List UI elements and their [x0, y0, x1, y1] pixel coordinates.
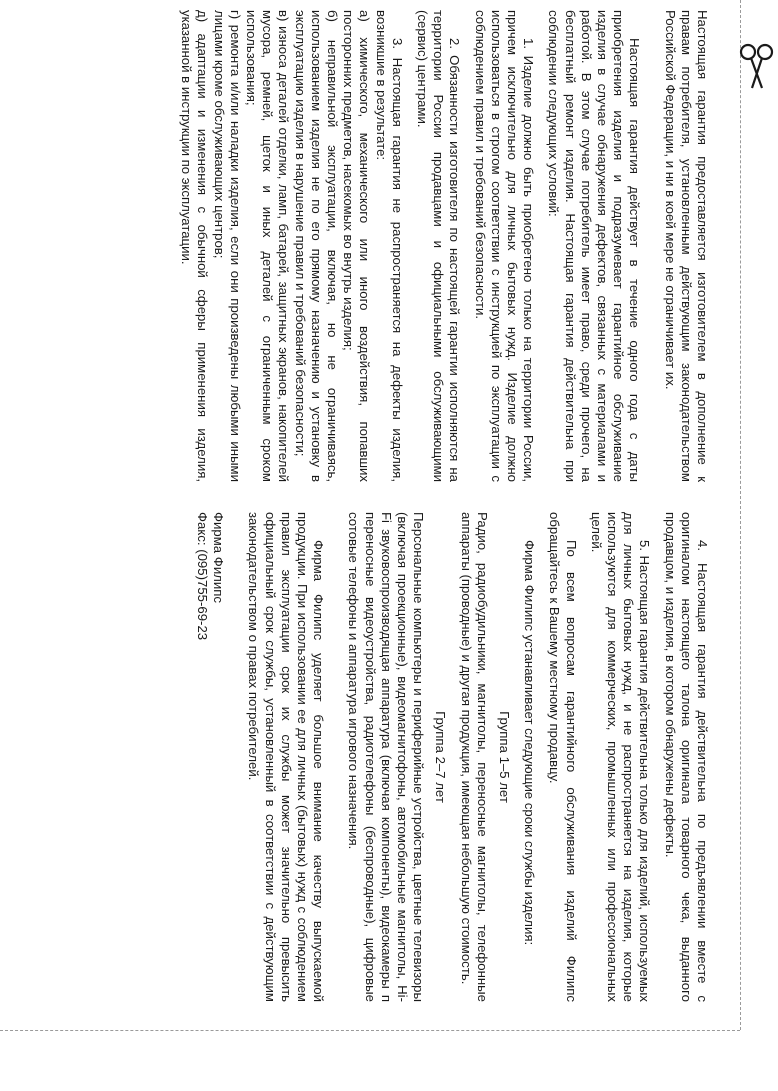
group-2-title: Группа 2–7 лет	[433, 711, 449, 803]
intro-paragraph: Настоящая гарантия предоставляется изготовителем в дополнение к правам потребителя, установленным действующим законодательством Российской Федерации, и ни в коей мере не ограничивает их.	[662, 10, 710, 482]
quality-paragraph: Фирма Филипс уделяет большое внимание качеству выпускаемой продукции. При использовании ее для личных (бытовых) нужд с соблюдением правил эксплуатации срок их службы может значительно превысить официальный срок службы, установленный в соответствии с действующим законодательством о правах потребителей.	[246, 512, 327, 1002]
right-column	[30, 512, 710, 1002]
warranty-page	[30, 10, 710, 1020]
condition-2: 2. Обязанности изготовителя по настоящей гарантии исполняются на территории России продавцами и официальными обслуживающими (сервис) центрами.	[414, 10, 463, 482]
warranty-term-paragraph: Настоящая гарантия действует в течение одного года с даты приобретения изделия и подразумевает гарантийное обслуживание изделия в случае обнаружения дефектов, связанных с материалами и работой. В этом случае потребитель имеет право, среди прочего, на бесплатный ремонт изделия. Настоящая гарантия действительна при соблюдении следующих условий:	[546, 10, 643, 482]
exclusion-item: а) химического, механического или иного воздействия, попавших посторонних предметов, насекомых во внутрь изделия;	[341, 10, 373, 482]
group-1-text: Радио, радиобудильники, магнитолы, переносные магнитолы, телефонные аппараты (проводные) и другая продукция, имеющая небольшую стоимость.	[458, 512, 490, 1002]
service-life-intro: Фирма Филипс устанавливает следующие сроки службы изделия:	[522, 540, 538, 946]
company-name: Фирма Филипс	[211, 512, 227, 603]
exclusion-item: в) износа деталей отделки, ламп, батарей, защитных экранов, накопителей мусора, ремней, щеток и иных деталей с ограниченным сроком использования;	[243, 10, 292, 482]
exclusion-item: г) ремонта и/или наладки изделия, если они произведены любыми иными лицами кроме обслуживающих центров;	[211, 10, 243, 482]
exclusion-item: б) неправильной эксплуатации, включая, но не ограничиваясь, использованием изделия не по его прямому назначению и установку в эксплуатацию изделия в нарушение правил и требований безопасности;	[292, 10, 340, 482]
condition-4: 4. Настоящая гарантия действительна по предъявлении вместе с оригиналом настоящего талона оригинала товарного чека, выданного продавцом, и изделия, в котором обнаружены дефекты.	[662, 512, 710, 1002]
group-2-text: Персональные компьютеры и периферийные устройства, цветные телевизоры (включая проекционные), видеомагнитофоны, автомобильные магнитолы, Hi-Fi звуковоспроизводящая аппаратура (включая компоненты), видеокамеры п переносные видеоустройства, радиотелефоны (беспроводные), цифровые сотовые телефоны и аппаратура игрового назначения.	[346, 512, 427, 1002]
fax-number: Факс: (095)755-69-23	[194, 512, 210, 641]
condition-1: 1. Изделие должно быть приобретено только на территории России, причем исключительно для личных бытовых нужд. Изделие должно использоваться в строгом соответствии с инструкцией по эксплуатации с соблюдением правил и требований безопасности.	[472, 10, 537, 482]
condition-3-title: 3. Настоящая гарантия не распространяется на дефекты изделия, возникшие в результате:	[373, 10, 405, 482]
service-contact-paragraph: По всем вопросам гарантийного обслуживания изделий Филипс обращайтесь к Вашему местному продавцу.	[547, 512, 579, 1002]
cut-line-horizontal	[0, 1030, 740, 1031]
condition-5: 5. Настоящая гарантия действительна только для изделий, используемых для личных бытовых нужд, и не распространяется на изделия, которые используются для коммерческих, промышленных или профессиональных целей.	[588, 512, 653, 1002]
scissors-icon	[736, 40, 776, 100]
cut-line-vertical	[740, 0, 741, 1030]
group-1-title: Группа 1–5 лет	[496, 711, 512, 803]
left-column	[30, 10, 710, 482]
exclusion-item: д) адаптации и изменения с обычной сферы применения изделия, указанной в инструкции по эксплуатации.	[179, 10, 211, 482]
